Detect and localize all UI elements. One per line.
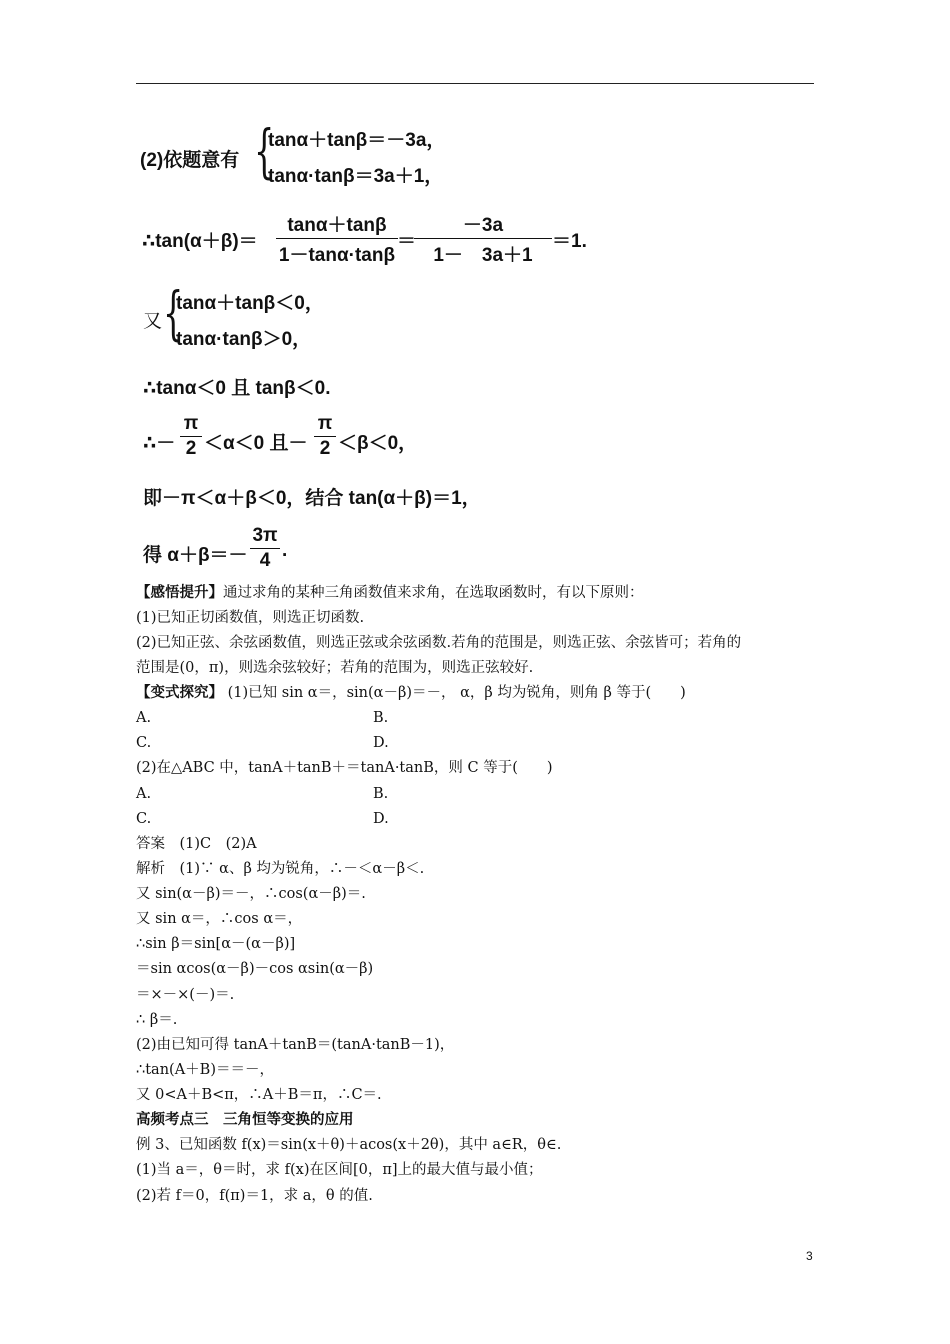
option-c: C. [136, 811, 152, 827]
final-answer-a: 得 α＋β＝－ [143, 545, 248, 566]
answer-line: 答案 (1)C (2)A [136, 836, 257, 852]
header-rule [136, 83, 814, 84]
fraction-numerator: 3π [252, 525, 278, 546]
insight-line [136, 583, 644, 603]
rule-2-cont: 范围是(0，π)，则选余弦较好；若角的范围为，则选正弦较好. [136, 660, 534, 676]
system-eq-1a: tanα＋tanβ＝－3a， [268, 130, 446, 151]
analysis-line-3: 又 sin α＝，∴cos α＝， [136, 911, 303, 927]
analysis-line-8: (2)由已知可得 tanA＋tanB＝(tanA·tanB－1)， [136, 1037, 455, 1053]
tan-sum-result: ＝1. [552, 231, 587, 252]
range-line-c: ＜β＜0， [338, 433, 418, 454]
final-answer-b: . [282, 540, 288, 561]
fraction-bar [180, 436, 202, 437]
insight-text: 通过求角的某种三角函数值来求角，在选取函数时，有以下原则： [223, 585, 644, 601]
tan-signs-line: ∴tanα＜0 且 tanβ＜0. [143, 378, 331, 399]
rule-1: (1)已知正切函数值，则选正切函数. [136, 610, 365, 626]
fraction-bar [250, 548, 280, 549]
range-line-a: ∴－ [143, 433, 176, 454]
example-3-part-2: (2)若 f＝0，f(π)＝1，求 a，θ 的值. [136, 1188, 373, 1204]
pi-over-2-fraction [314, 413, 336, 460]
option-a: A. [136, 786, 152, 802]
variant-problem-2: (2)在△ABC 中，tanA＋tanB＋＝tanA·tanB，则 C 等于( ) [136, 760, 553, 776]
fraction-denominator: 1－tanα·tanβ [278, 245, 396, 266]
system-eq-2a: tanα＋tanβ＜0， [176, 293, 324, 314]
fraction-numerator: π [183, 413, 199, 434]
page-number: 3 [806, 1249, 813, 1263]
tan-sum-fraction-2 [414, 210, 552, 267]
also-prefix: 又 [143, 311, 163, 332]
fraction-bar [414, 238, 552, 239]
analysis-line-10: 又 0<A＋B<π，∴A＋B＝π，∴C＝. [136, 1087, 382, 1103]
fraction-denominator: 1－ 3a＋1 [433, 245, 533, 266]
analysis-line-2: 又 sin(α－β)＝－，∴cos(α－β)＝. [136, 886, 366, 902]
option-a: A. [136, 710, 152, 726]
combined-range-line: 即－π＜α＋β＜0，结合 tan(α＋β)＝1， [143, 488, 481, 509]
fraction-bar [314, 436, 336, 437]
analysis-line-4: ∴sin β＝sin[α－(α－β)] [136, 936, 296, 952]
section-heading: 高频考点三 三角恒等变换的应用 [136, 1112, 354, 1128]
fraction-bar [276, 238, 398, 239]
equals-sign: ＝ [397, 231, 417, 252]
insight-heading: 【感悟提升】 [136, 585, 223, 601]
tan-sum-prefix: ∴tan(α＋β)＝ [142, 231, 258, 252]
option-b: B. [373, 710, 389, 726]
fraction-numerator: tanα＋tanβ [287, 215, 387, 236]
fraction-numerator: π [317, 413, 333, 434]
option-c: C. [136, 735, 152, 751]
range-line-b: ＜α＜0 且－ [204, 433, 308, 454]
left-brace: { [163, 279, 184, 347]
option-b: B. [373, 786, 389, 802]
example-3: 例 3、已知函数 f(x)＝sin(x＋θ)＋acos(x＋2θ)，其中 a∈R，θ∈. [136, 1137, 562, 1153]
analysis-line-7: ∴ β＝. [136, 1012, 178, 1028]
example-3-part-1: (1)当 a＝，θ＝时，求 f(x)在区间[0，π]上的最大值与最小值； [136, 1162, 543, 1178]
system-eq-2b: tanα·tanβ＞0， [176, 329, 312, 350]
left-brace: { [254, 117, 275, 185]
variant-heading: 【变式探究】 [136, 685, 223, 701]
fraction-numerator: －3a [462, 215, 504, 236]
system-eq-1b: tanα·tanβ＝3a＋1， [268, 166, 444, 187]
analysis-line-5: ＝sin αcos(α－β)－cos αsin(α－β) [136, 961, 374, 977]
tan-sum-fraction-1 [276, 210, 398, 267]
fraction-denominator: 4 [259, 550, 271, 571]
pi-over-2-fraction [180, 413, 202, 460]
solution-line-1-prefix: (2)依题意有 [140, 150, 240, 171]
option-d: D. [373, 811, 389, 827]
analysis-line-1: 解析 (1)∵ α、β 均为锐角，∴－＜α－β＜. [136, 861, 425, 877]
three-pi-over-4-fraction [250, 525, 280, 572]
option-d: D. [373, 735, 389, 751]
variant-problem-1 [136, 683, 686, 703]
analysis-line-9: ∴tan(A＋B)＝＝－， [136, 1062, 274, 1078]
fraction-denominator: 2 [319, 438, 331, 459]
variant-text: (1)已知 sin α＝，sin(α－β)＝－， α，β 均为锐角，则角 β 等于( ) [223, 685, 686, 701]
analysis-line-6: ＝×－×(－)＝. [136, 987, 235, 1003]
fraction-denominator: 2 [185, 438, 197, 459]
rule-2: (2)已知正弦、余弦函数值，则选正弦或余弦函数.若角的范围是，则选正弦、余弦皆可；若角的 [136, 635, 742, 651]
